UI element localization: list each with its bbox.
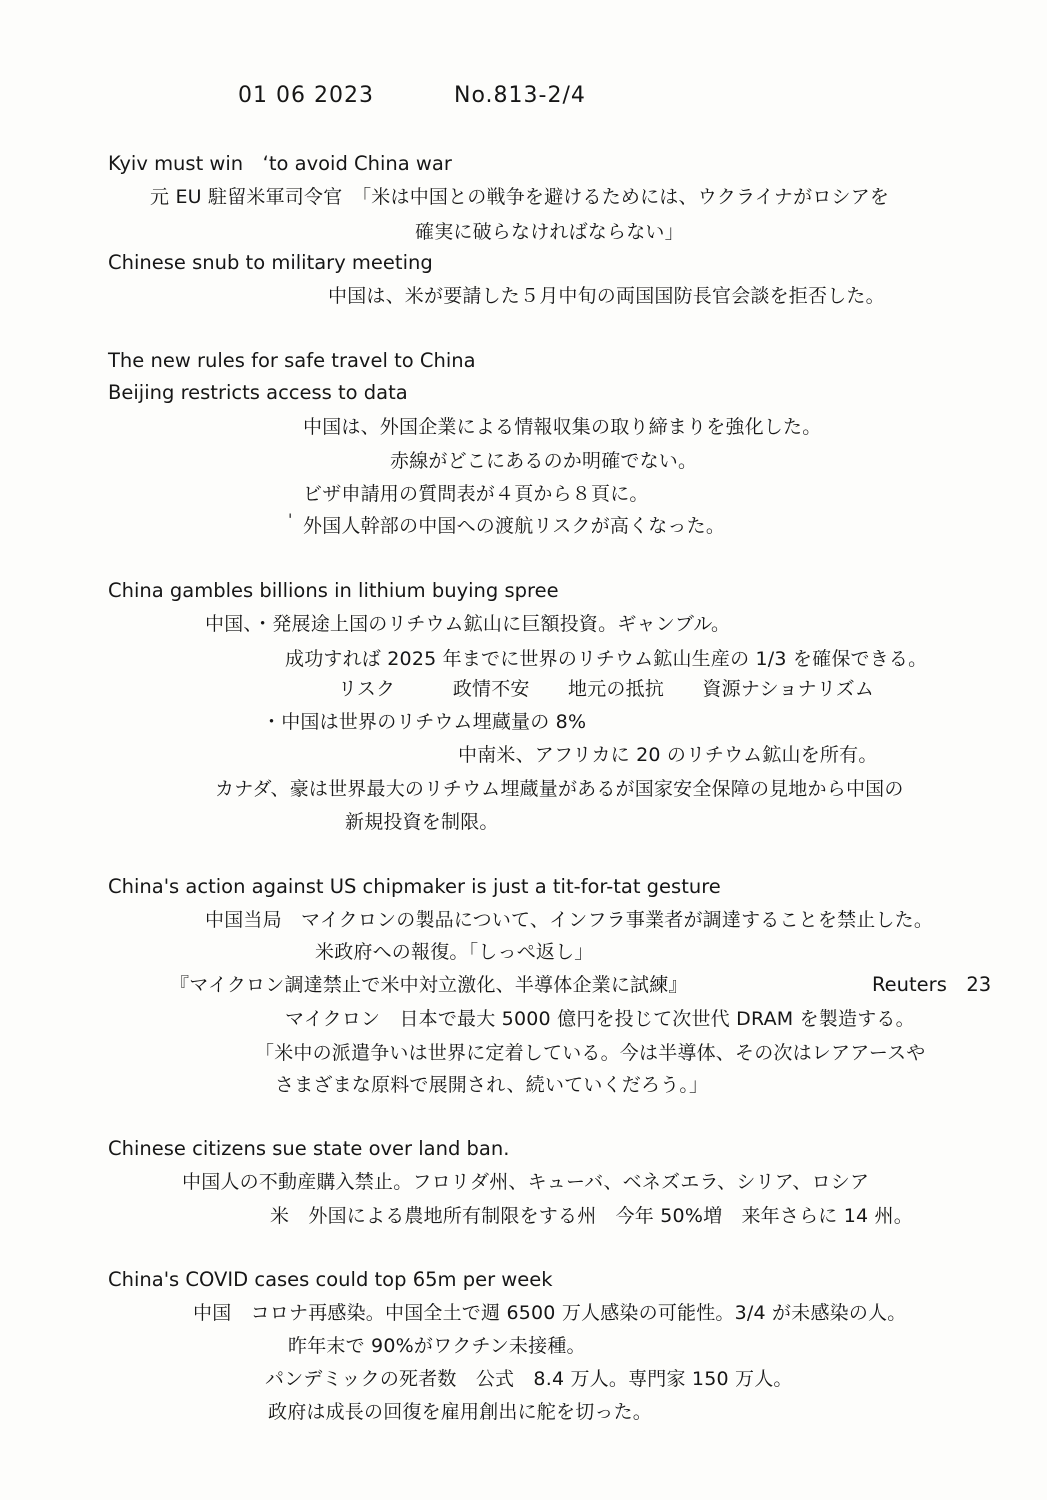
document-date: 01 06 2023 — [238, 83, 374, 108]
headline-land-ban: Chinese citizens sue state over land ban. — [108, 1137, 510, 1160]
text-line: 外国人幹部の中国への渡航リスクが高くなった。 — [303, 515, 726, 537]
text-line: 中国、・発展途上国のリチウム鉱山に巨額投資。ギャンブル。 — [205, 613, 731, 635]
text-line: 「米中の派遣争いは世界に定着している。今は半導体、その次はレアアースや — [255, 1042, 926, 1064]
text-line: 確実に破らなければならない」 — [415, 221, 684, 243]
text-line: パンデミックの死者数 公式 8.4 万人。専門家 150 万人。 — [265, 1368, 793, 1390]
text-line: 元 EU 駐留米軍司令官 「米は中国との戦争を避けるためには、ウクライナがロシアを — [150, 186, 890, 208]
text-line: 政府は成長の回復を雇用創出に舵を切った。 — [268, 1401, 653, 1423]
text-line: リスク 政情不安 地元の抵抗 資源ナショナリズム — [338, 678, 875, 700]
text-line: ビザ申請用の質問表が４頁から８頁に。 — [303, 483, 649, 505]
document-number: No.813-2/4 — [454, 83, 586, 108]
text-line: 中国人の不動産購入禁止。フロリダ州、キューバ、ベネズエラ、シリア、ロシア — [182, 1171, 870, 1193]
text-line: 『マイクロン調達禁止で米中対立激化、半導体企業に試練』 — [170, 974, 688, 996]
stray-mark: ' — [288, 510, 293, 529]
headline-safe-travel: The new rules for safe travel to China — [108, 349, 476, 372]
source-reuters: Reuters 23 — [872, 973, 992, 996]
text-line: さまざまな原料で展開され、続いていくだろう。」 — [275, 1074, 709, 1096]
headline-beijing-data: Beijing restricts access to data — [108, 381, 408, 404]
text-line: カナダ、豪は世界最大のリチウム埋蔵量があるが国家安全保障の見地から中国の — [215, 778, 904, 800]
text-line: 昨年末で 90%がワクチン未接種。 — [288, 1335, 586, 1357]
text-line: 成功すれば 2025 年までに世界のリチウム鉱山生産の 1/3 を確保できる。 — [285, 648, 928, 670]
headline-military-meeting: Chinese snub to military meeting — [108, 251, 433, 274]
text-line: 中国は、外国企業による情報収集の取り締まりを強化した。 — [303, 416, 822, 438]
text-line: 中国は、米が要請した５月中旬の両国国防長官会談を拒否した。 — [328, 285, 885, 307]
text-line: 中国当局 マイクロンの製品について、インフラ事業者が調達することを禁止した。 — [205, 909, 934, 931]
headline-kyiv: Kyiv must win ‘to avoid China war — [108, 152, 452, 175]
text-line: 中国 コロナ再感染。中国全土で週 6500 万人感染の可能性。3/4 が未感染の人。 — [193, 1302, 907, 1324]
text-line: 米 外国による農地所有制限をする州 今年 50%増 来年さらに 14 州。 — [270, 1205, 913, 1227]
text-line: ・中国は世界のリチウム埋蔵量の 8% — [262, 711, 587, 733]
text-line: 中南米、アフリカに 20 のリチウム鉱山を所有。 — [458, 744, 878, 766]
headline-covid: China's COVID cases could top 65m per week — [108, 1268, 553, 1291]
text-line: 新規投資を制限。 — [345, 811, 499, 833]
headline-chipmaker: China's action against US chipmaker is just a tit-for-tat gesture — [108, 875, 721, 898]
headline-lithium: China gambles billions in lithium buying spree — [108, 579, 559, 602]
text-line: 米政府への報復。「しっぺ返し」 — [315, 941, 594, 963]
text-line: マイクロン 日本で最大 5000 億円を投じて次世代 DRAM を製造する。 — [285, 1008, 915, 1030]
text-line: 赤線がどこにあるのか明確でない。 — [390, 450, 698, 472]
